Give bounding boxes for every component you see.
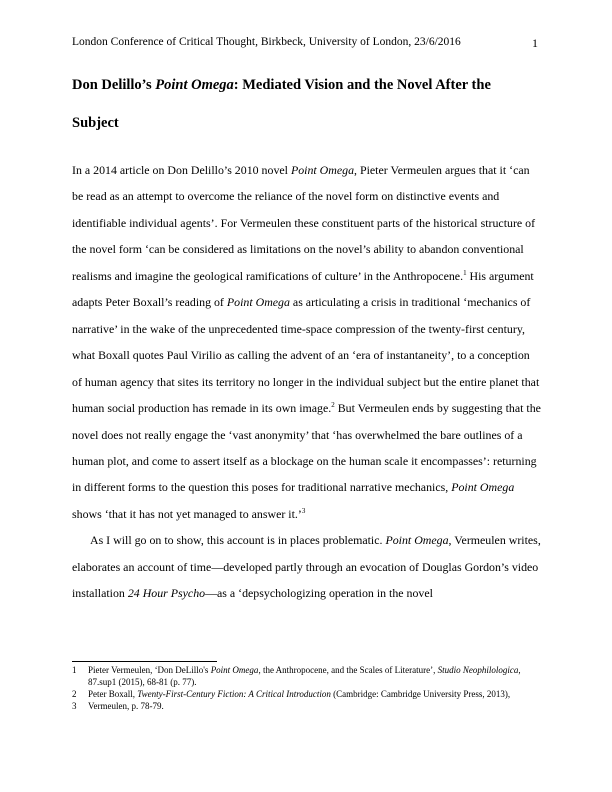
- text-run: But Vermeulen ends by suggesting that the novel does not really engage the ‘vast anonymity’ that ‘has overwhelmed the bare outlines of a human plot, and come to assert itself as a blockage on the human scale it encompasses’: returning in different forms to the question this poses for traditional narrative mechanics,: [72, 401, 541, 495]
- text-run: His argument adapts Peter Boxall’s reading of: [72, 268, 534, 310]
- italic-run: Studio Neophilologica: [437, 665, 519, 675]
- running-header: London Conference of Critical Thought, Birkbeck, University of London, 23/6/2016: [72, 36, 461, 48]
- text-run: (Cambridge: Cambridge University Press, 2013),: [330, 689, 511, 699]
- footnote-text: Vermeulen, p. 78-79.: [88, 701, 164, 711]
- footnote-ref-3[interactable]: 3: [301, 506, 306, 515]
- paragraph-2: [72, 527, 542, 606]
- body-text: [72, 157, 542, 607]
- italic-run: Point Omega: [226, 295, 290, 310]
- paragraph-1: [72, 157, 542, 527]
- page-number: 1: [532, 36, 538, 50]
- italic-run: Point Omega: [210, 665, 259, 675]
- footnote-ref-1[interactable]: 1: [463, 268, 467, 277]
- text-run: Pieter Vermeulen, ‘Don DeLillo's: [88, 665, 211, 675]
- footnote-number: 2: [72, 689, 77, 699]
- italic-run: Point Omega: [385, 533, 449, 548]
- text-run: shows ‘that it has not yet managed to answer it.’: [72, 506, 302, 521]
- footnote-number: 1: [72, 665, 77, 675]
- title-text: : Mediated Vision and the Novel After the Subject: [72, 77, 491, 131]
- text-run: —as a ‘depsychologizing operation in the novel: [205, 586, 433, 601]
- title-text: Don Delillo’s: [72, 77, 156, 93]
- footnote-number: 3: [72, 701, 77, 711]
- title-italic: Point Omega: [155, 77, 234, 93]
- paper-title: [72, 66, 540, 142]
- italic-run: 24 Hour Psycho: [127, 586, 206, 601]
- footnotes: [72, 664, 542, 712]
- text-run: , Pieter Vermeulen argues that it ‘can be read as an attempt to overcome the reliance of the novel form on distinctive events and identifiable individual agents’. For Vermeulen these constituent parts of the historical structure of the novel form ‘can be considered as limitations on the novel’s ability to abandon conventional realisms and imagine the geological ramifications of culture’ in the Anthropocene.: [72, 163, 536, 283]
- text-run: as articulating a crisis in traditional ‘mechanics of narrative’ in the wake of the unprecedented time-space compression of the twenty-first century, what Boxall quotes Paul Virilio as calling the advent of an ‘era of instantaneity’, to a conception of human agency that sites its territory no longer in the individual subject but the entire planet that human social production has remade in its own image.: [72, 295, 540, 416]
- footnote-ref-2[interactable]: 2: [331, 401, 335, 410]
- footnote-3: [72, 700, 542, 712]
- footnote-separator: [72, 661, 217, 662]
- footnote-text: [88, 688, 542, 700]
- text-run: , Vermeulen writes, elaborates an account of time—developed partly through an evocation of Douglas Gordon’s video installation: [72, 533, 541, 601]
- text-run: As I will go on to show, this account is in places problematic.: [90, 533, 386, 548]
- italic-run: Twenty-First-Century Fiction: A Critical Introduction: [137, 689, 331, 699]
- text-run: In a 2014 article on Don Delillo’s 2010 novel: [72, 163, 291, 177]
- footnote-1: [72, 664, 542, 688]
- italic-run: Point Omega: [451, 480, 515, 495]
- text-run: , the Anthropocene, and the Scales of Literature’,: [258, 665, 438, 675]
- text-run: Peter Boxall,: [88, 689, 138, 699]
- footnote-text: [88, 664, 542, 688]
- text-run: , 87.sup1 (2015), 68-81 (p. 77).: [88, 665, 521, 687]
- footnote-2: [72, 688, 542, 700]
- italic-run: Point Omega: [290, 163, 355, 177]
